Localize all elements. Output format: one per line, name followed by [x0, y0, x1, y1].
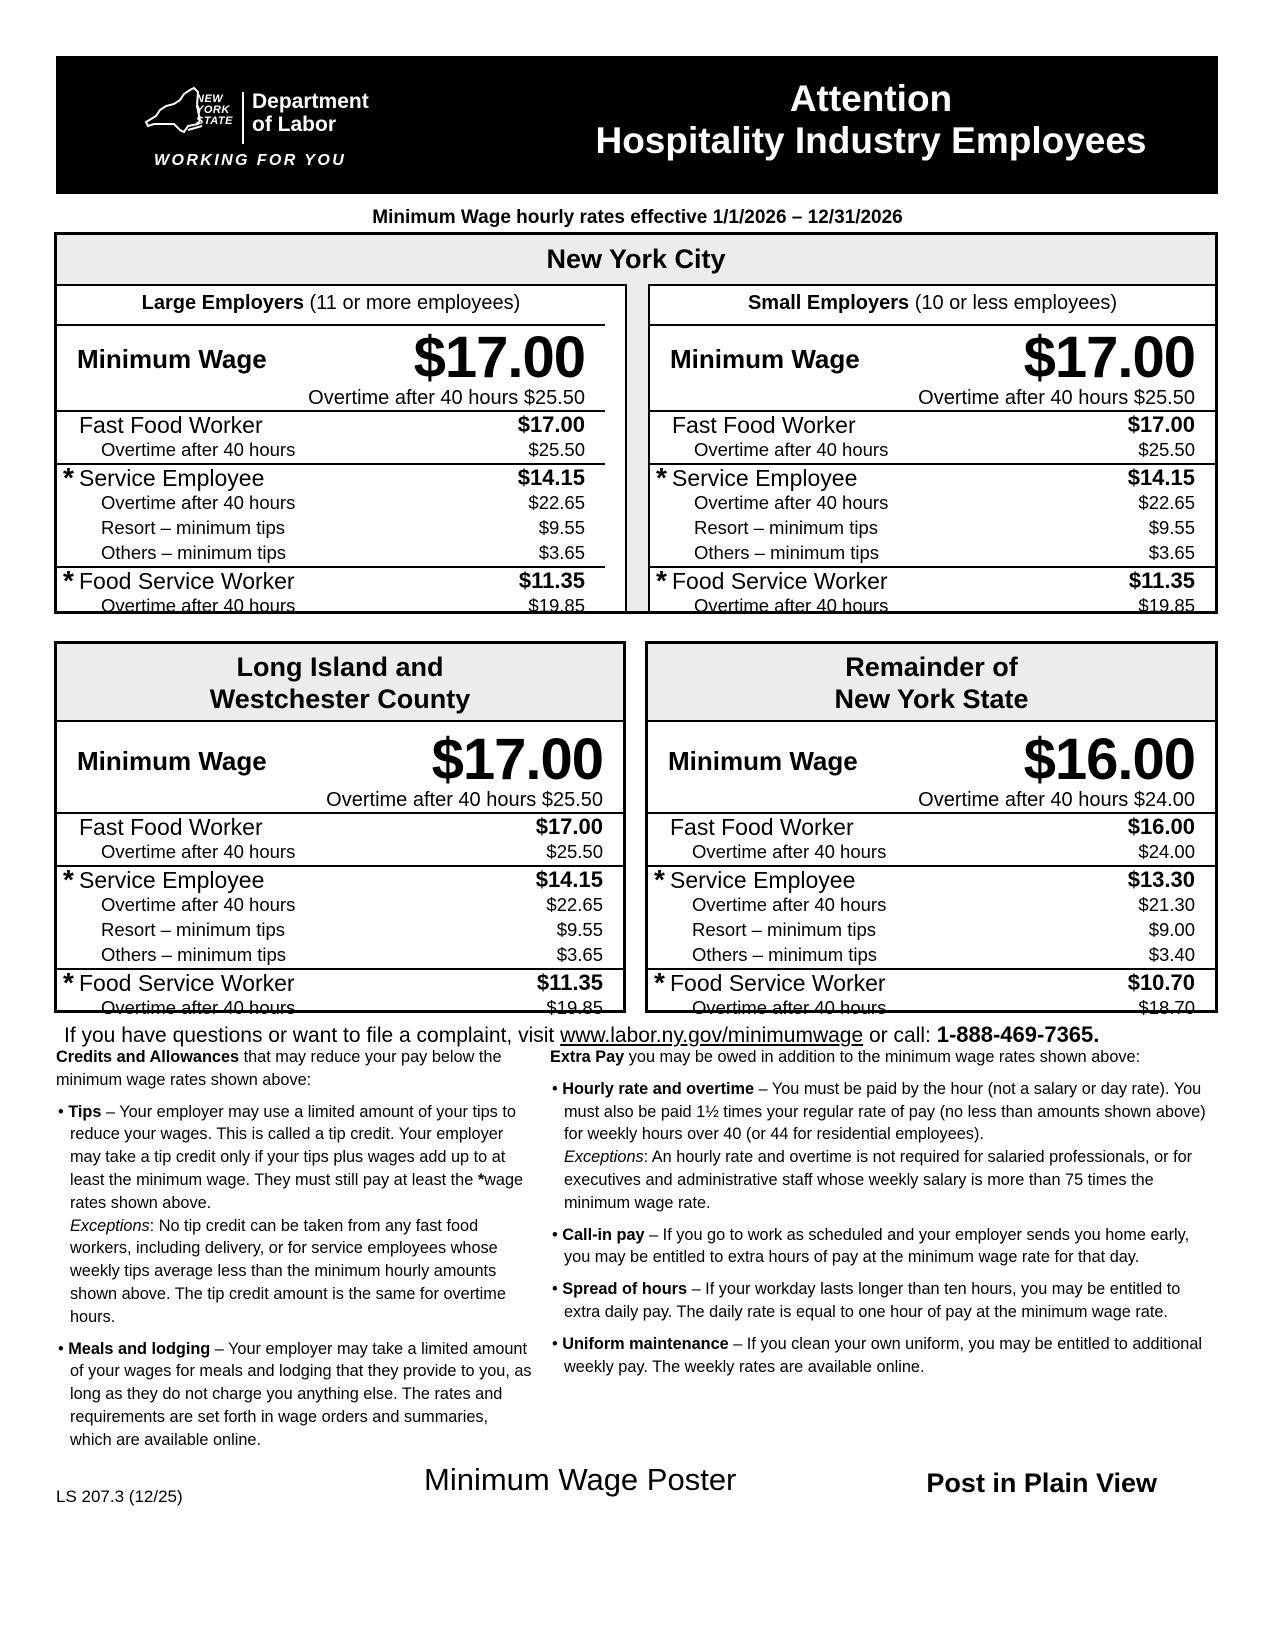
food-service-row: * Food Service Worker $10.70 — [648, 968, 1215, 996]
overtime-row: Overtime after 40 hours $24.00 — [648, 788, 1215, 814]
effective-dates: Minimum Wage hourly rates effective 1/1/2026 – 12/31/2026 — [372, 207, 903, 228]
resort-tips-row: Resort – minimum tips $9.55 — [694, 517, 1195, 538]
fast-food-row: Fast Food Worker $17.00 — [79, 814, 603, 840]
form-code: LS 207.3 (12/25) — [56, 1487, 183, 1506]
spread-of-hours-item: • Spread of hours – If your workday lasts longer than ten hours, you may be entitled to extra daily pay. The daily rate is equal to one hour of pay at the minimum wage rate. — [552, 1280, 1181, 1321]
others-tips-row: Others – minimum tips $3.65 — [101, 944, 603, 965]
poster-title: Attention Hospitality Industry Employees — [595, 78, 1147, 161]
food-service-row: * Food Service Worker $11.35 — [650, 566, 1215, 594]
fast-food-row: Fast Food Worker $17.00 — [672, 412, 1195, 438]
others-tips-row: Others – minimum tips $3.40 — [692, 944, 1195, 965]
resort-tips-row: Resort – minimum tips $9.55 — [101, 517, 585, 538]
large-employers-heading: Large Employers (11 or more employees) — [57, 284, 605, 326]
hourly-overtime-item: • Hourly rate and overtime – You must be paid by the hour (not a salary or day rate). You must also be paid 1½ times your regular rate of pay (no less than amounts shown above) for weekly hours over 40 (or 44 for residential employees). Exceptions: An hourly rate and overtime is not required for salaried professionals, or for executives and administrative staff whose weekly salary is more than 75 times the minimum wage rate. — [552, 1079, 1206, 1212]
others-tips-row: Others – minimum tips $3.65 — [694, 542, 1195, 563]
minimum-wage-row: Minimum Wage $16.00 — [668, 727, 1195, 792]
service-overtime-row: Overtime after 40 hours $22.65 — [694, 492, 1195, 513]
food-service-overtime-row: Overtime after 40 hours $19.85 — [101, 595, 585, 616]
phone-number: 1-888-469-7365. — [936, 1022, 1100, 1047]
remainder-nys-title: Remainder of New York State — [648, 644, 1215, 722]
minimum-wage-amount: $17.00 — [1023, 325, 1195, 390]
extra-pay-intro: Extra Pay you may be owed in addition to the minimum wage rates shown above: — [550, 1048, 1141, 1066]
remainder-nys-box — [645, 641, 1218, 1018]
service-employee-row: * Service Employee $14.15 — [57, 865, 623, 893]
nyc-rates-box — [54, 232, 1218, 614]
uniform-maintenance-item: • Uniform maintenance – If you clean your own uniform, you may be entitled to additional weekly pay. The weekly rates are available online. — [552, 1334, 1203, 1376]
service-overtime-row: Overtime after 40 hours $22.65 — [101, 492, 585, 513]
food-service-overtime-row: Overtime after 40 hours $19.85 — [694, 595, 1195, 616]
column-gap — [625, 284, 650, 611]
food-service-row: * Food Service Worker $11.35 — [57, 566, 605, 594]
fast-food-overtime-row: Overtime after 40 hours $24.00 — [692, 841, 1195, 862]
service-overtime-row: Overtime after 40 hours $22.65 — [101, 894, 603, 915]
food-service-row: * Food Service Worker $11.35 — [57, 968, 623, 996]
service-employee-row: * Service Employee $14.15 — [650, 463, 1215, 491]
logo-tagline: WORKING FOR YOU — [154, 152, 347, 169]
extra-pay-section — [550, 1046, 1210, 1378]
call-in-pay-item: • Call-in pay – If you go to work as scheduled and your employer sends you home early, you may be entitled to extra hours of pay at the minimum wage rate for that day. — [552, 1225, 1190, 1267]
fast-food-row: Fast Food Worker $16.00 — [670, 814, 1195, 840]
nys-dol-logo — [144, 86, 404, 176]
logo-separator — [242, 92, 244, 144]
overtime-row: Overtime after 40 hours $25.50 — [57, 386, 605, 412]
meals-lodging-item: • Meals and lodging – Your employer may take a limited amount of your wages for meals and lodging that they provide to you, as long as they do not charge you anything else. The rates and requirements are set forth in wage orders and summaries, which are available online. — [58, 1339, 532, 1449]
minimum-wage-row: Minimum Wage $17.00 — [77, 727, 603, 792]
post-notice: Post in Plain View — [926, 1468, 1157, 1498]
logo-department: Department of Labor — [252, 90, 369, 136]
minimum-wage-link[interactable]: www.labor.ny.gov/minimumwage — [560, 1024, 864, 1047]
others-tips-row: Others – minimum tips $3.65 — [101, 542, 585, 563]
fast-food-overtime-row: Overtime after 40 hours $25.50 — [101, 439, 585, 460]
food-service-overtime-row: Overtime after 40 hours $18.70 — [692, 997, 1195, 1018]
food-service-overtime-row: Overtime after 40 hours $19.85 — [101, 997, 603, 1018]
logo-state-text: NEW YORK STATE — [196, 93, 233, 127]
overtime-row: Overtime after 40 hours $25.50 — [57, 788, 623, 814]
nyc-title: New York City — [57, 235, 1215, 286]
resort-tips-row: Resort – minimum tips $9.00 — [692, 919, 1195, 940]
long-island-westchester-box — [54, 641, 626, 1018]
credits-intro: Credits and Allowances that may reduce your pay below the minimum wage rates shown above: — [56, 1048, 502, 1089]
minimum-wage-amount: $17.00 — [431, 727, 603, 792]
nyc-small-employers — [650, 284, 1215, 619]
header-banner — [56, 56, 1218, 194]
minimum-wage-amount: $17.00 — [413, 325, 585, 390]
service-employee-row: * Service Employee $13.30 — [648, 865, 1215, 893]
tips-item: • Tips – Your employer may use a limited amount of your tips to reduce your wages. This is called a tip credit. Your employer may take a tip credit only if your tips plus wages add up to at least the minimum wage. They must still pay at least the *wage rates shown above. Exceptions: No tip credit can be taken from any fast food workers, including delivery, or for service employees whose weekly tips average less than the minimum hourly amounts shown above. The tip credit amount is the same for overtime hours. — [58, 1102, 524, 1326]
overtime-row: Overtime after 40 hours $25.50 — [650, 386, 1215, 412]
resort-tips-row: Resort – minimum tips $9.55 — [101, 919, 603, 940]
new-york-state-outline-icon — [144, 86, 204, 142]
fast-food-overtime-row: Overtime after 40 hours $25.50 — [101, 841, 603, 862]
minimum-wage-row: Minimum Wage $17.00 — [77, 325, 585, 390]
fast-food-overtime-row: Overtime after 40 hours $25.50 — [694, 439, 1195, 460]
footer-title: Minimum Wage Poster — [424, 1462, 737, 1497]
minimum-wage-row: Minimum Wage $17.00 — [670, 325, 1195, 390]
credits-allowances-section — [56, 1046, 532, 1452]
small-employers-heading: Small Employers (10 or less employees) — [650, 284, 1215, 326]
fast-food-row: Fast Food Worker $17.00 — [79, 412, 585, 438]
nyc-large-employers — [57, 284, 605, 619]
contact-line: If you have questions or want to file a complaint, visit www.labor.ny.gov/minimumwage or call: 1-888-469-7365. — [64, 1022, 1100, 1047]
service-employee-row: * Service Employee $14.15 — [57, 463, 605, 491]
service-overtime-row: Overtime after 40 hours $21.30 — [692, 894, 1195, 915]
minimum-wage-amount: $16.00 — [1023, 727, 1195, 792]
long-island-title: Long Island and Westchester County — [57, 644, 623, 722]
